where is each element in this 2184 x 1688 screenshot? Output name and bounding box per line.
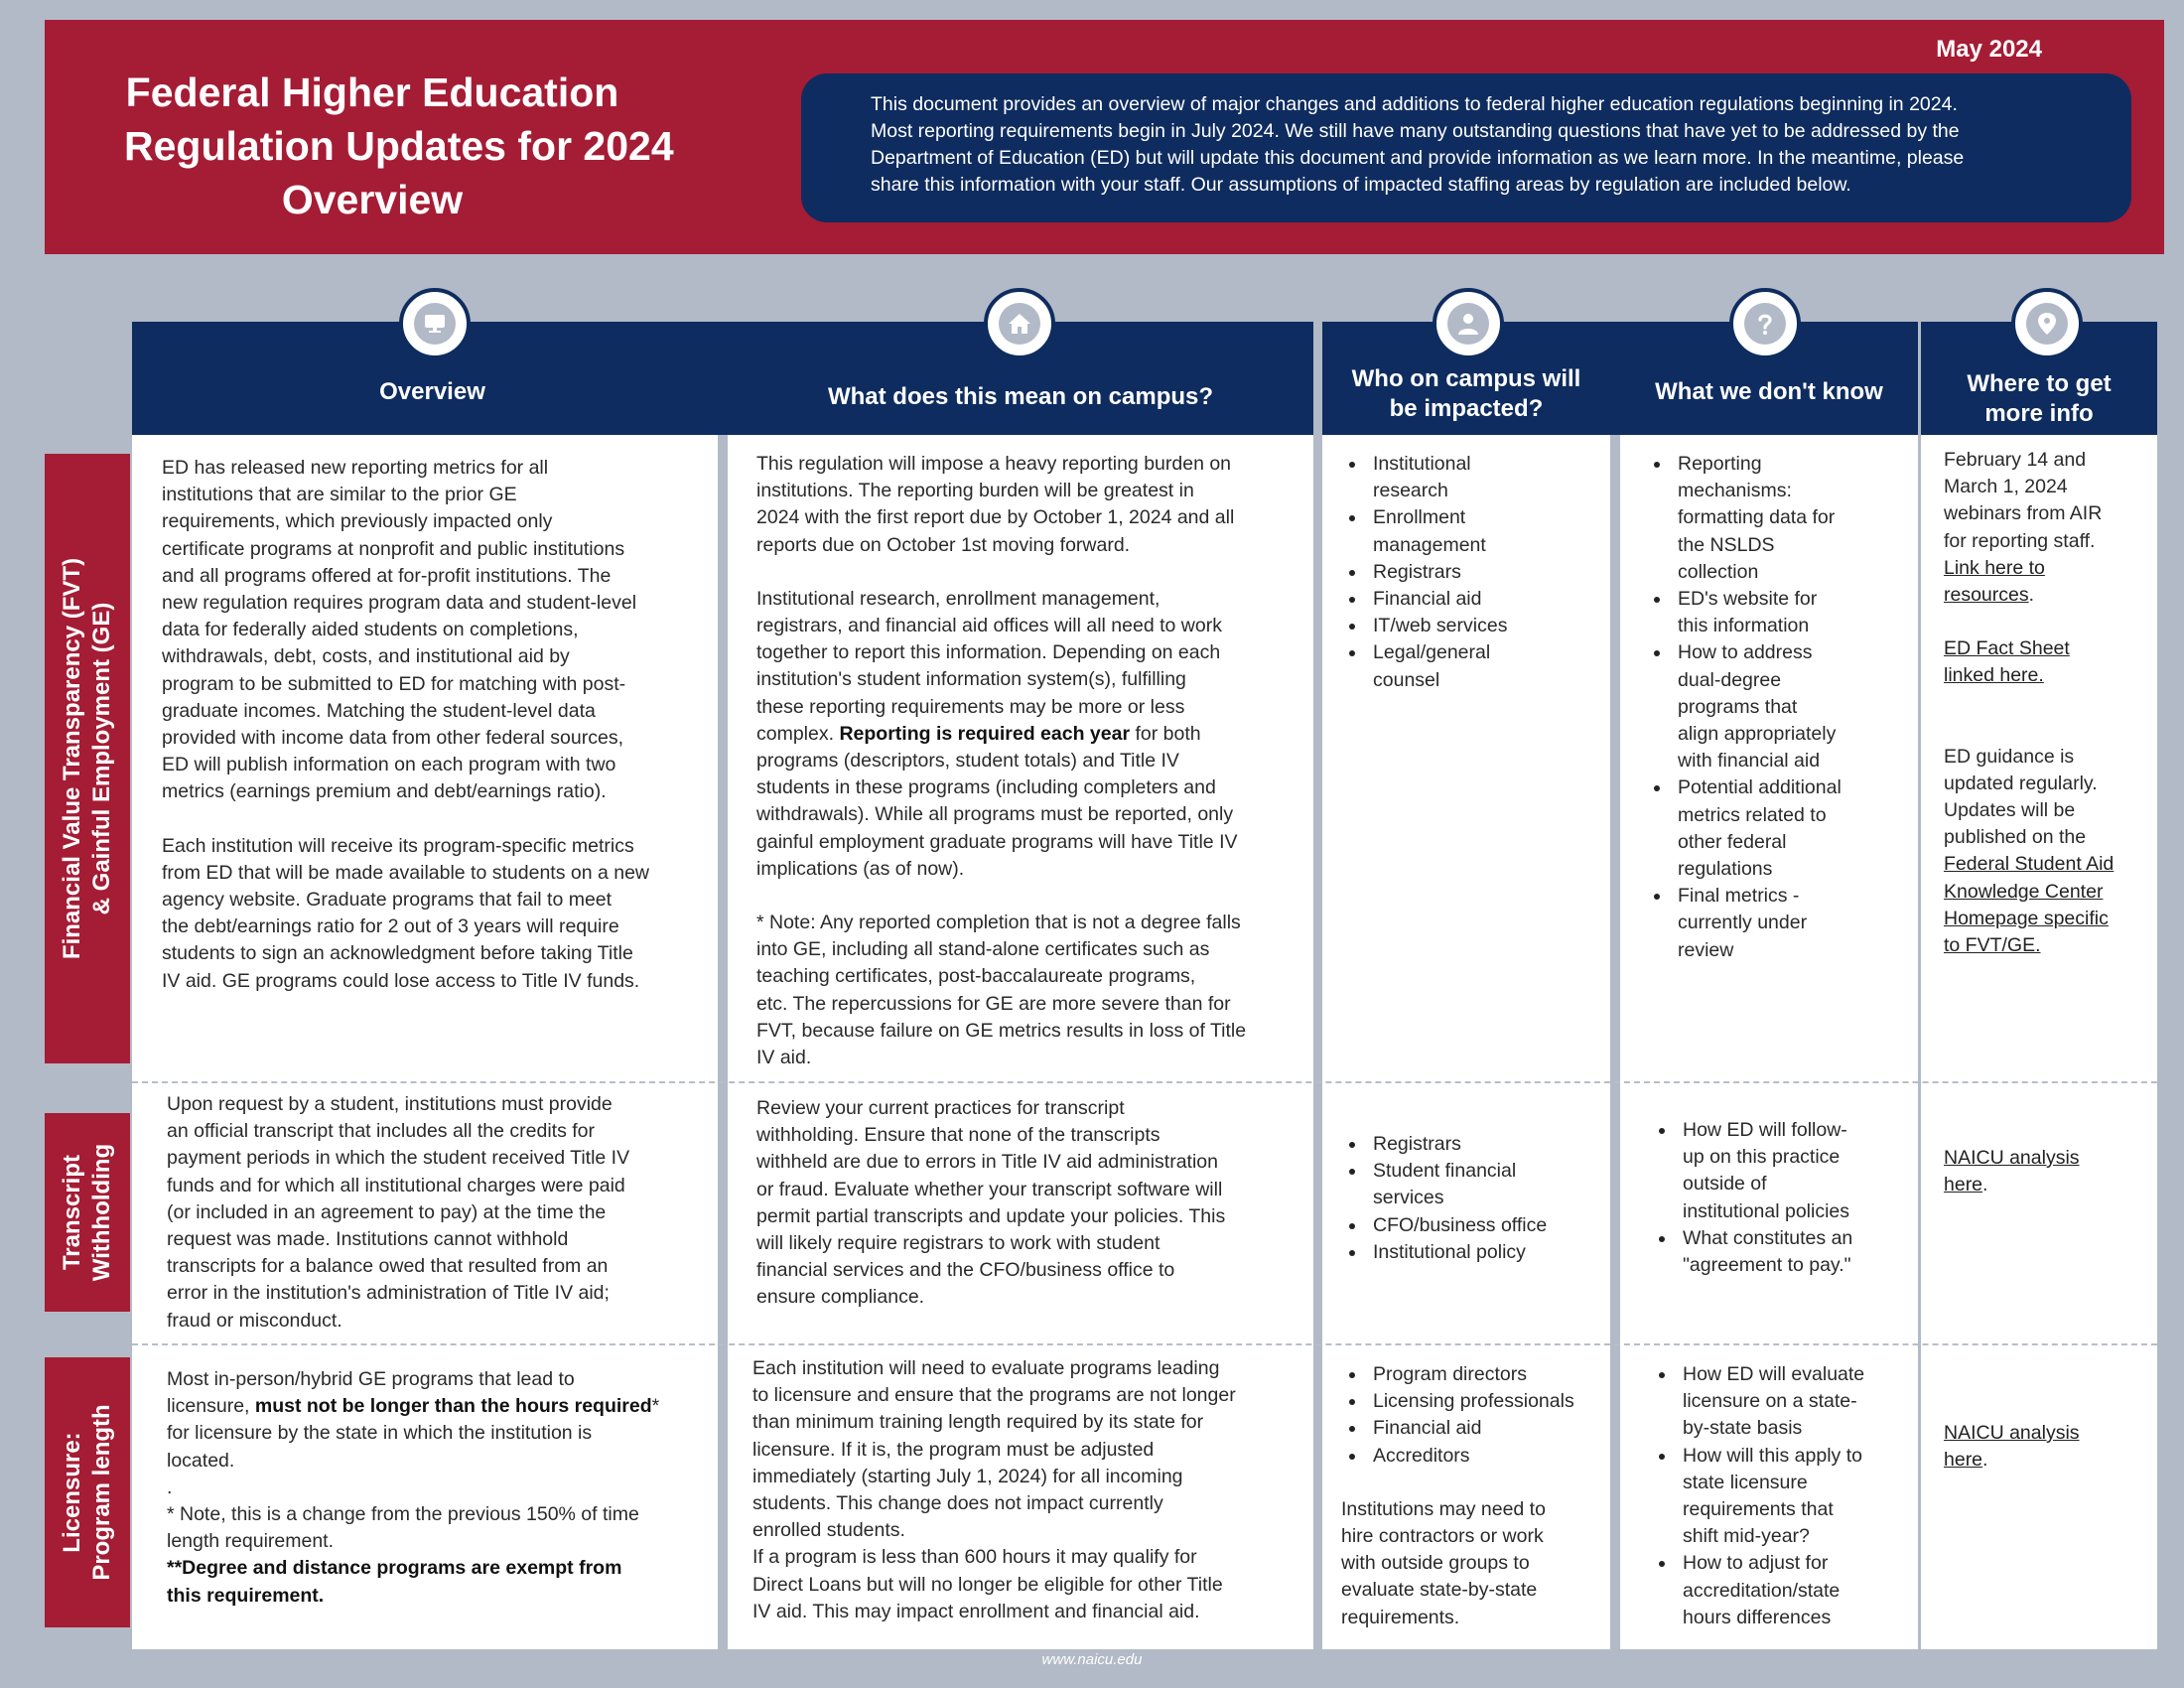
list-item: Enrollment management xyxy=(1343,504,1606,558)
licensure-who-list xyxy=(1343,1361,1613,1631)
transcript-unknown-list xyxy=(1653,1117,1916,1279)
column-header-info-label xyxy=(1921,369,2157,429)
row-label-line: Financial Value Transparency (FVT) xyxy=(59,557,85,960)
fvt-overview-p1: ED has released new reporting metrics for all institutions that are similar to the prior GE requirements, which previously impacted only certificate programs at nonprofit and public institutions and all programs offered at for-profit institutions. The new regulation requires program data and student-level data for federally aided students on completions, withdrawals, debt, costs, and institutional aid by program to be submitted to ED for matching with post- graduate incomes. Matching the student-level data provided with income data from other federal sources, ED will publish information on each program with two metrics (earnings premium and debt/earnings ratio). xyxy=(162,457,637,803)
list-item: How to adjust for accreditation/state hours differences xyxy=(1653,1550,1916,1631)
list-item: Legal/general counsel xyxy=(1343,639,1606,693)
list-item: How ED will evaluate licensure on a state- by-state basis xyxy=(1653,1361,1916,1443)
column-header-who xyxy=(1322,364,1610,424)
list-item: How to address dual-degree programs that align appropriately with financial aid xyxy=(1648,639,1916,774)
list-item: CFO/business office xyxy=(1343,1212,1606,1239)
fvt-overview-text xyxy=(162,455,713,995)
ed-fact-sheet-link[interactable]: ED Fact Sheet linked here. xyxy=(1944,637,2070,687)
home-icon xyxy=(984,288,1055,359)
list-item: How ED will follow- up on this practice outside of institutional policies xyxy=(1653,1117,1916,1225)
row-label-line: Program length xyxy=(88,1404,115,1581)
list-item: How will this apply to state licensure requirements that shift mid-year? xyxy=(1653,1443,1916,1551)
licensure-who-note: Institutions may need to hire contractors or work with outside groups to evaluate state-by-state requirements. xyxy=(1341,1497,1546,1628)
naicu-analysis-link[interactable]: NAICU analysis here xyxy=(1944,1422,2080,1472)
transcript-overview-text: Upon request by a student, institutions must provide an official transcript that includes all the credits for payment periods in which the student received Title IV funds and for which all institutional charges were paid (or included in an agreement to pay) at the time the request was made. Institutions cannot withhold transcripts for a balance owed that resulted from an error in the institution's administration of Title IV aid; fraud or misconduct. xyxy=(167,1093,630,1332)
row-label-licensure xyxy=(45,1357,130,1627)
licensure-campus-text: Each institution will need to evaluate programs leading to licensure and ensure that the programs are not longer than minimum training length required by its state for licensure. If it is, the program must be adjusted immediately (starting July 1, 2024) for all incoming students. This change does not impact currently enrolled students. If a program is less than 600 hours it may qualify for Direct Loans but will no longer be eligible for other Title IV aid. This may impact enrollment and financial aid. xyxy=(752,1357,1236,1622)
row-label-fvt-ge xyxy=(45,454,130,1063)
question-icon xyxy=(1729,288,1801,359)
column-header-group-1 xyxy=(132,322,1313,435)
intro-line: Department of Education (ED) but will update this document and provide information as we learn more. In the meantime, please xyxy=(871,147,1965,169)
list-item: Program directors xyxy=(1343,1361,1613,1388)
list-item: Final metrics - currently under review xyxy=(1648,883,1916,964)
location-pin-icon xyxy=(2011,288,2083,359)
list-item: Licensing professionals xyxy=(1343,1388,1613,1415)
column-header-group-2 xyxy=(1322,322,1918,435)
list-item: Financial aid xyxy=(1343,586,1606,613)
list-item: Registrars xyxy=(1343,559,1606,586)
list-item: Institutional research xyxy=(1343,451,1606,504)
person-icon xyxy=(1433,288,1504,359)
naicu-analysis-link[interactable]: NAICU analysis here xyxy=(1944,1147,2080,1196)
header-line: Who on campus will xyxy=(1351,365,1581,392)
transcript-who-list xyxy=(1343,1131,1606,1266)
row-label-line: Licensure: xyxy=(59,1432,85,1553)
header-banner xyxy=(45,20,2164,254)
intro-line: share this information with your staff. Our assumptions of impacted staffing areas by regulation are included below. xyxy=(871,174,1851,196)
air-resources-link[interactable]: Link here to resources xyxy=(1944,556,2045,607)
list-item: Registrars xyxy=(1343,1131,1606,1158)
intro-box xyxy=(801,73,2131,222)
transcript-info: NAICU analysis here. xyxy=(1944,1147,2080,1196)
header-line: be impacted? xyxy=(1389,395,1544,422)
fvt-overview-p2: Each institution will receive its program-specific metrics from ED that will be made available to students on a new agency website. Graduate programs that fail to meet the debt/earnings ratio for 2 out of 3 years will require students to sign an acknowledgment before taking Title IV aid. GE programs could lose access to Title IV funds. xyxy=(162,834,650,992)
title-line: Federal Higher Education xyxy=(125,70,619,115)
transcript-campus-text: Review your current practices for transcript withholding. Ensure that none of the transcripts withheld are due to errors in Title IV aid administration or fraud. Evaluate whether your transcript software will permit partial transcripts and update your policies. This will likely require registrars to work with student financial services and the CFO/business office to ensure compliance. xyxy=(756,1097,1226,1309)
column-header-overview: Overview xyxy=(379,378,485,405)
intro-line: This document provides an overview of major changes and additions to federal higher education regulations beginning in 2024. xyxy=(871,93,1958,115)
title-line: Overview xyxy=(281,177,464,222)
fsa-knowledge-center-link[interactable]: Federal Student Aid Knowledge Center Homepage specific to FVT/GE. xyxy=(1944,853,2115,957)
column-header-campus: What does this mean on campus? xyxy=(827,383,1214,410)
header-line: more info xyxy=(1984,400,2094,427)
list-item: Student financial services xyxy=(1343,1158,1606,1211)
row-label-transcript xyxy=(45,1113,130,1312)
header-line: Where to get xyxy=(1967,370,2112,397)
row-label-line: & Gainful Employment (GE) xyxy=(88,602,115,915)
list-item: Potential additional metrics related to other federal regulations xyxy=(1648,774,1916,883)
emphasis: must not be longer than the hours required xyxy=(254,1395,652,1418)
licensure-unknown-list xyxy=(1653,1361,1916,1631)
fvt-unknown-list xyxy=(1648,451,1916,964)
row-label-line: Withholding xyxy=(88,1143,115,1282)
exemption-note: **Degree and distance programs are exempt from this requirement. xyxy=(167,1557,622,1607)
emphasis: Reporting is required each year xyxy=(839,722,1131,745)
row-label-line: Transcript xyxy=(59,1154,85,1271)
list-item: ED's website for this information xyxy=(1648,586,1916,639)
row-divider xyxy=(132,1343,2157,1345)
intro-line: Most reporting requirements begin in July 2024. We still have many outstanding questions that have yet to be addressed by the xyxy=(871,120,1960,142)
fvt-campus-p2: Institutional research, enrollment management, registrars, and financial aid offices will all need to work together to report this information. Depending on each institution's student information system(s), fulfilling these reporting requirements may be more or less complex. Reporting is required each year for both programs (descriptors, student totals) and Title IV students in these programs (including completers and withdrawals). While all programs must be reported, only gainful employment graduate programs will have Title IV implications (as of now). xyxy=(756,587,1238,880)
row-divider xyxy=(132,1081,2157,1083)
list-item: Accreditors xyxy=(1343,1443,1613,1470)
column-header-unknown: What we don't know xyxy=(1655,378,1883,405)
page-title xyxy=(124,66,674,226)
title-line: Regulation Updates for 2024 xyxy=(124,123,674,169)
list-item: What constitutes an "agreement to pay." xyxy=(1653,1225,1916,1279)
fvt-campus-text xyxy=(756,451,1312,1071)
list-item: Institutional policy xyxy=(1343,1239,1606,1266)
fvt-campus-note: * Note: Any reported completion that is not a degree falls into GE, including all stand-alone certificates such as teaching certificates, post-baccalaureate programs, etc. The repercussions for GE are more severe than for FVT, because failure on GE metrics results in loss of Title IV aid. xyxy=(756,912,1247,1069)
footer-url[interactable]: www.naicu.edu xyxy=(1041,1651,1143,1668)
fvt-info: February 14 and March 1, 2024 webinars from AIR for reporting staff. Link here to resources. ED Fact Sheet linked here. ED guidance is updated regularly. Updates will be published on the Federal Student Aid Knowledge Center Homepage specific to FVT/GE. xyxy=(1944,449,2115,957)
publication-date: May 2024 xyxy=(1936,36,2042,63)
monitor-icon xyxy=(399,288,471,359)
list-item: IT/web services xyxy=(1343,613,1606,639)
licensure-overview-text: Most in-person/hybrid GE programs that lead to licensure, must not be longer than the hours required* for licensure by the state in which the institution is located. . * Note, this is a change from the previous 150% of time length requirement. **Degree and distance programs are exempt from this requirement. xyxy=(167,1368,660,1607)
list-item: Financial aid xyxy=(1343,1415,1613,1442)
fvt-campus-p1: This regulation will impose a heavy reporting burden on institutions. The reporting burden will be greatest in 2024 with the first report due by October 1, 2024 and all reports due on October 1st moving forward. xyxy=(756,453,1235,556)
fvt-who-list xyxy=(1343,451,1606,694)
list-item: Reporting mechanisms: formatting data for the NSLDS collection xyxy=(1648,451,1916,586)
licensure-info: NAICU analysis here. xyxy=(1944,1422,2080,1472)
